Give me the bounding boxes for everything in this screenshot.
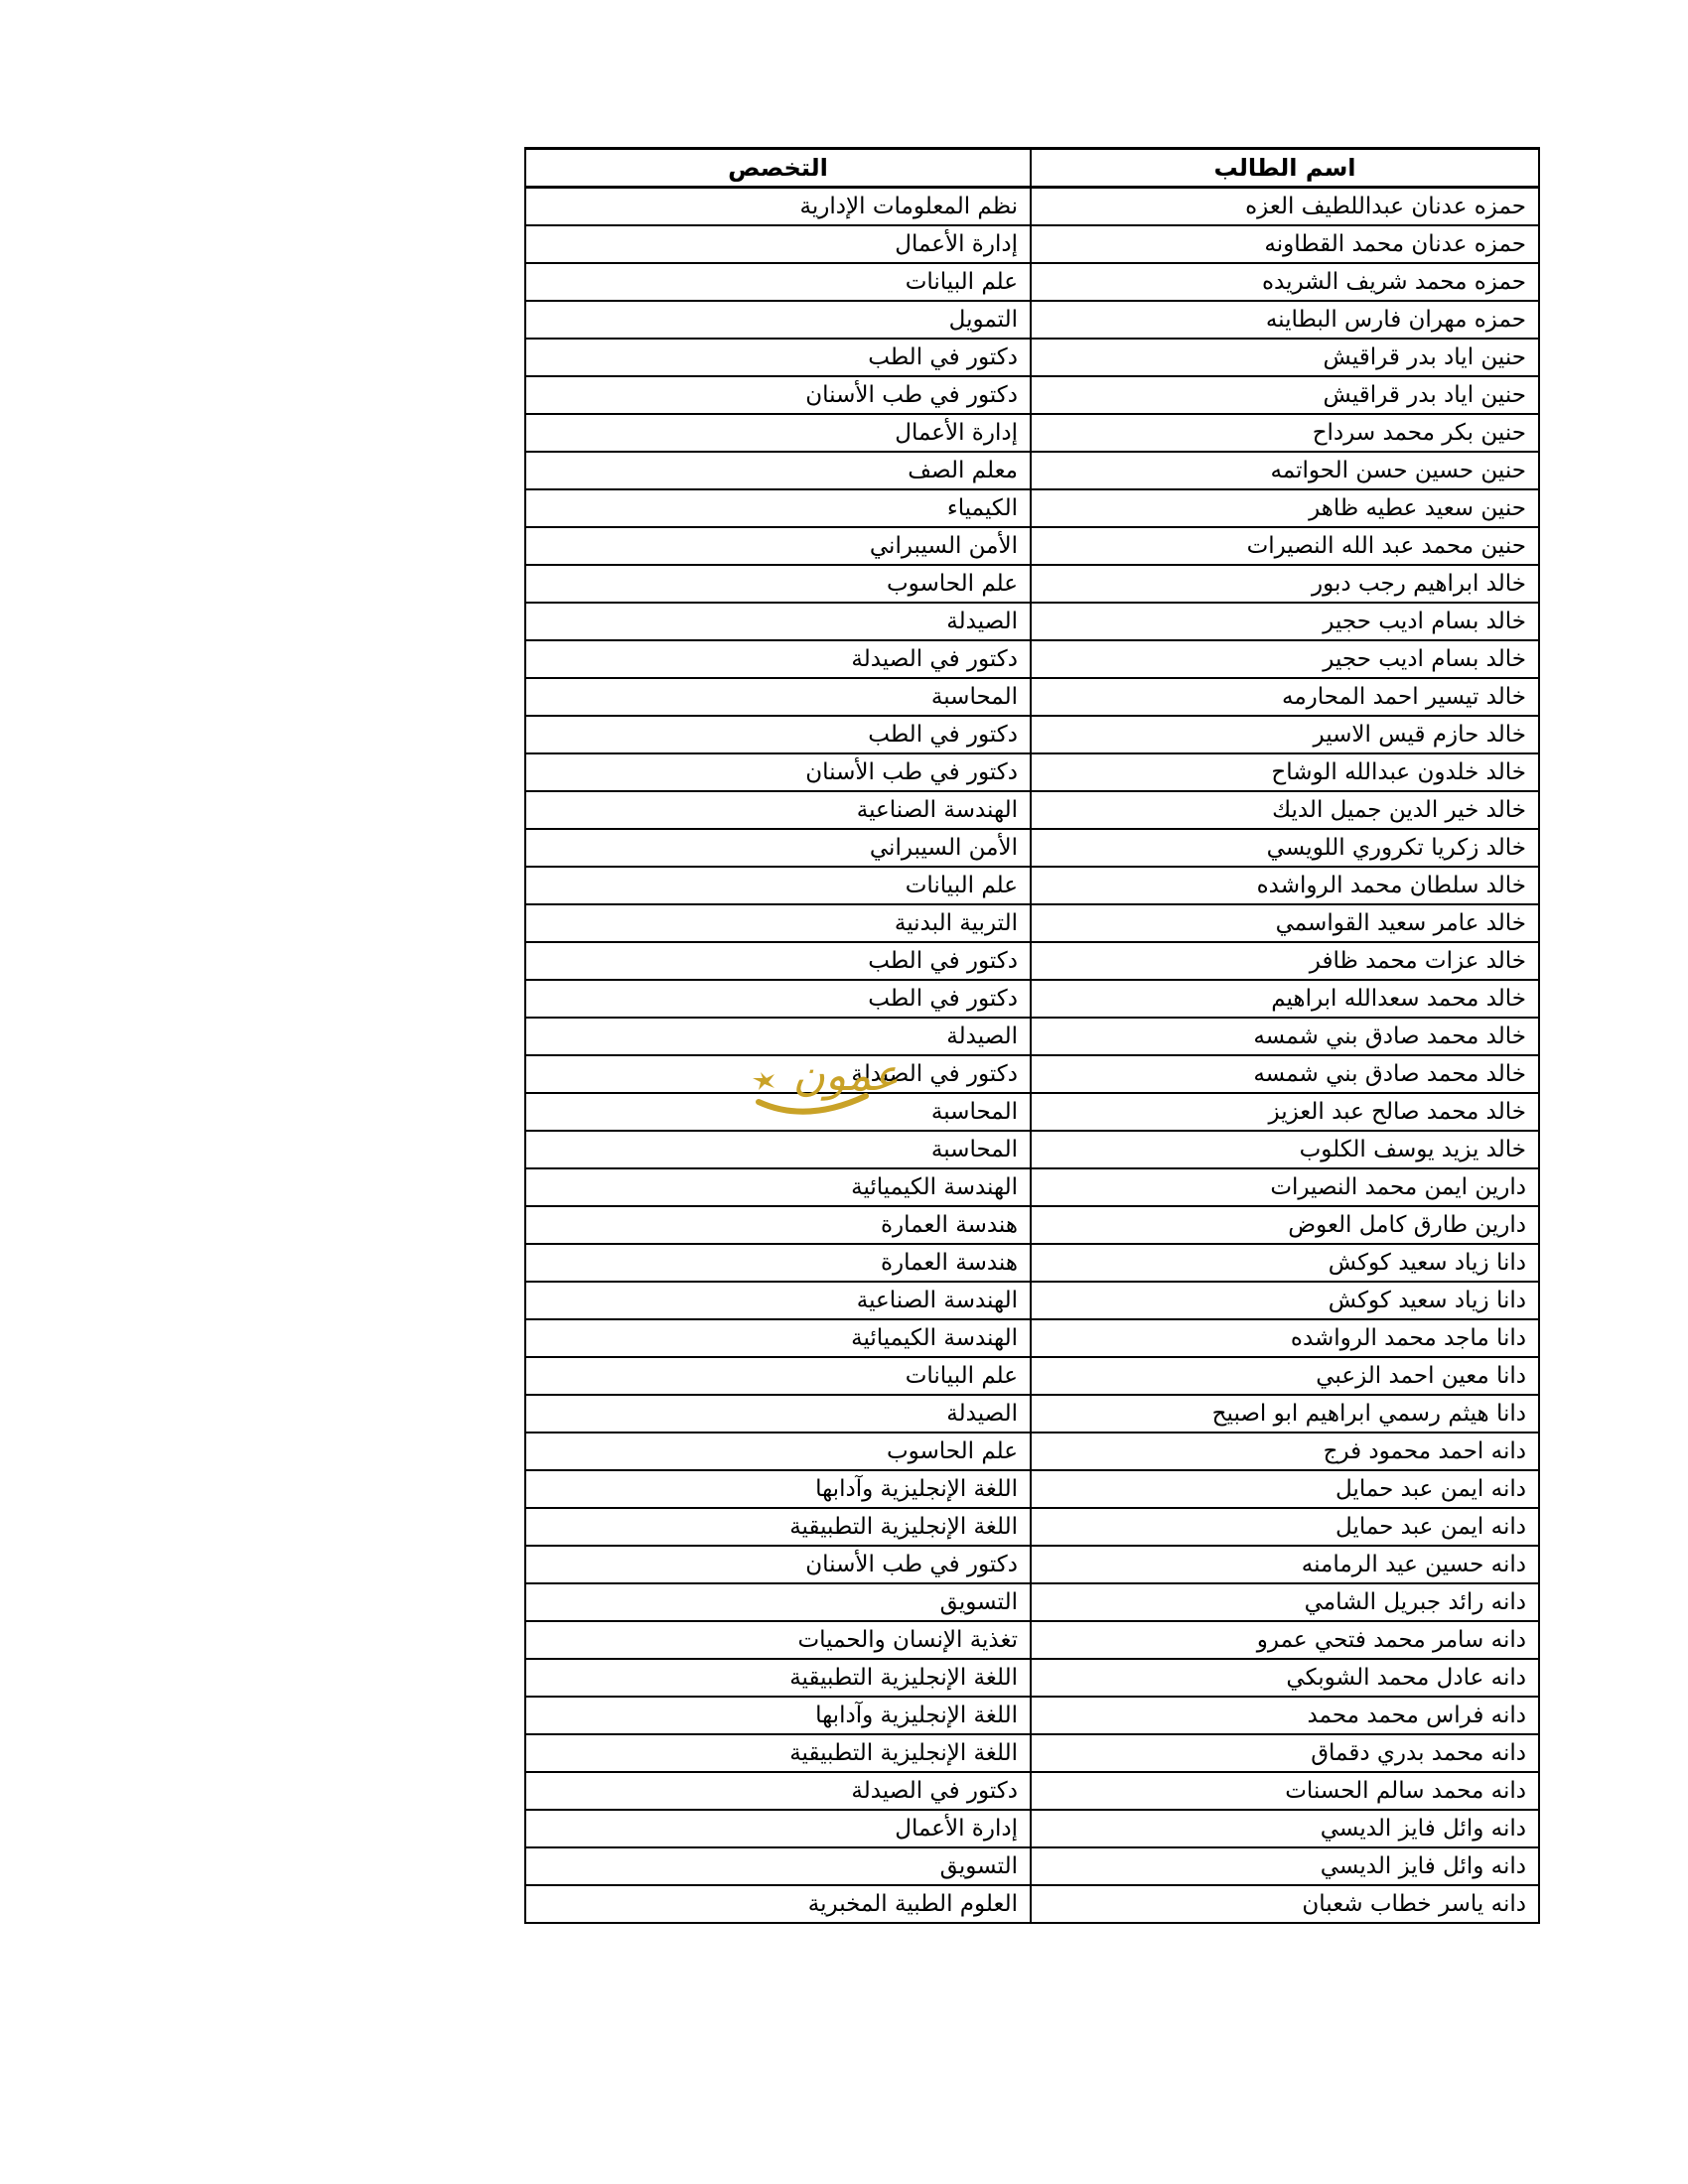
major-cell: الكيمياء: [525, 489, 1031, 527]
table-row: [525, 678, 1539, 716]
student-name-cell: دانه وائل فايز الديسي: [1031, 1847, 1539, 1885]
student-name-cell: دانه ياسر خطاب شعبان: [1031, 1885, 1539, 1923]
table-row: [525, 1546, 1539, 1583]
student-name-cell: دانا ماجد محمد الرواشده: [1031, 1319, 1539, 1357]
student-name-cell: خالد محمد صالح عبد العزيز: [1031, 1093, 1539, 1131]
student-name-cell: خالد بسام اديب حجير: [1031, 640, 1539, 678]
table-row: [525, 1659, 1539, 1697]
major-cell: اللغة الإنجليزية وآدابها: [525, 1697, 1031, 1734]
major-cell: الصيدلة: [525, 603, 1031, 640]
student-name-cell: دانه رائد جبريل الشامي: [1031, 1583, 1539, 1621]
table-row: [525, 1395, 1539, 1433]
student-name-cell: دانه محمد بدري دقماق: [1031, 1734, 1539, 1772]
student-name-cell: حنين اياد بدر قراقيش: [1031, 376, 1539, 414]
student-name-cell: دانه حسين عيد الرمامنه: [1031, 1546, 1539, 1583]
table-row: [525, 1621, 1539, 1659]
student-name-cell: خالد خلدون عبدالله الوشاح: [1031, 753, 1539, 791]
student-name-cell: حمزه عدنان محمد القطاونه: [1031, 225, 1539, 263]
student-name-cell: حنين سعيد عطيه ظاهر: [1031, 489, 1539, 527]
table-row: [525, 1055, 1539, 1093]
major-cell: الصيدلة: [525, 1018, 1031, 1055]
student-name-cell: حنين بكر محمد سرداح: [1031, 414, 1539, 452]
table-row: [525, 225, 1539, 263]
student-name-cell: دانه سامر محمد فتحي عمرو: [1031, 1621, 1539, 1659]
table-row: [525, 1093, 1539, 1131]
table-row: [525, 829, 1539, 867]
student-name-cell: خالد عزات محمد ظافر: [1031, 942, 1539, 980]
table-row: [525, 1772, 1539, 1810]
major-cell: الهندسة الكيميائية: [525, 1319, 1031, 1357]
student-name-cell: حنين محمد عبد الله النصيرات: [1031, 527, 1539, 565]
major-cell: نظم المعلومات الإدارية: [525, 188, 1031, 226]
student-name-cell: خالد عامر سعيد القواسمي: [1031, 904, 1539, 942]
student-name-cell: دانه ايمن عبد حمايل: [1031, 1508, 1539, 1546]
major-cell: إدارة الأعمال: [525, 225, 1031, 263]
table-row: [525, 1508, 1539, 1546]
table-row: [525, 1885, 1539, 1923]
table-row: [525, 452, 1539, 489]
student-name-cell: حنين اياد بدر قراقيش: [1031, 339, 1539, 376]
major-cell: دكتور في طب الأسنان: [525, 376, 1031, 414]
major-cell: دكتور في الطب: [525, 980, 1031, 1018]
major-cell: علم الحاسوب: [525, 1433, 1031, 1470]
student-name-cell: خالد يزيد يوسف الكلوب: [1031, 1131, 1539, 1168]
major-cell: هندسة العمارة: [525, 1206, 1031, 1244]
table-row: [525, 1470, 1539, 1508]
table-row: [525, 753, 1539, 791]
table-row: [525, 1847, 1539, 1885]
table-row: [525, 904, 1539, 942]
table-row: [525, 489, 1539, 527]
student-name-cell: دانا هيثم رسمي ابراهيم ابو اصبيح: [1031, 1395, 1539, 1433]
table-body: [525, 188, 1539, 1924]
major-cell: علم البيانات: [525, 263, 1031, 301]
major-cell: دكتور في الصيدلة: [525, 640, 1031, 678]
table-row: [525, 980, 1539, 1018]
major-cell: دكتور في طب الأسنان: [525, 1546, 1031, 1583]
table-row: [525, 339, 1539, 376]
table-row: [525, 1131, 1539, 1168]
major-cell: علم البيانات: [525, 867, 1031, 904]
major-cell: دكتور في الصيدلة: [525, 1055, 1031, 1093]
major-cell: اللغة الإنجليزية التطبيقية: [525, 1508, 1031, 1546]
student-name-cell: خالد ابراهيم رجب دبور: [1031, 565, 1539, 603]
table-row: [525, 942, 1539, 980]
major-cell: المحاسبة: [525, 1093, 1031, 1131]
major-cell: التمويل: [525, 301, 1031, 339]
student-name-cell: دانه وائل فايز الديسي: [1031, 1810, 1539, 1847]
major-cell: اللغة الإنجليزية وآدابها: [525, 1470, 1031, 1508]
table-row: [525, 1357, 1539, 1395]
student-name-cell: خالد تيسير احمد المحارمه: [1031, 678, 1539, 716]
student-name-cell: خالد محمد سعدالله ابراهيم: [1031, 980, 1539, 1018]
table-header-row: [525, 149, 1539, 188]
major-cell: الهندسة الكيميائية: [525, 1168, 1031, 1206]
major-cell: دكتور في الطب: [525, 942, 1031, 980]
major-cell: التسويق: [525, 1847, 1031, 1885]
student-name-cell: خالد خير الدين جميل الديك: [1031, 791, 1539, 829]
student-name-cell: دانه احمد محمود فرج: [1031, 1433, 1539, 1470]
header-major: التخصص: [525, 149, 1031, 188]
major-cell: هندسة العمارة: [525, 1244, 1031, 1282]
student-name-cell: دانا زياد سعيد كوكش: [1031, 1244, 1539, 1282]
table-row: [525, 414, 1539, 452]
student-name-cell: دانا زياد سعيد كوكش: [1031, 1282, 1539, 1319]
major-cell: الأمن السيبراني: [525, 527, 1031, 565]
student-name-cell: دانه محمد سالم الحسنات: [1031, 1772, 1539, 1810]
major-cell: إدارة الأعمال: [525, 414, 1031, 452]
table-row: [525, 1319, 1539, 1357]
student-name-cell: حمزه عدنان عبداللطيف العزه: [1031, 188, 1539, 226]
table-row: [525, 791, 1539, 829]
major-cell: دكتور في الصيدلة: [525, 1772, 1031, 1810]
student-name-cell: خالد زكريا تكروري اللويسي: [1031, 829, 1539, 867]
table-row: [525, 1583, 1539, 1621]
table-row: [525, 565, 1539, 603]
major-cell: الصيدلة: [525, 1395, 1031, 1433]
table-row: [525, 1697, 1539, 1734]
major-cell: معلم الصف: [525, 452, 1031, 489]
student-name-cell: خالد حازم قيس الاسير: [1031, 716, 1539, 753]
major-cell: علم الحاسوب: [525, 565, 1031, 603]
student-name-cell: خالد محمد صادق بني شمسه: [1031, 1018, 1539, 1055]
major-cell: الهندسة الصناعية: [525, 791, 1031, 829]
students-table: [524, 147, 1540, 1924]
table-row: [525, 1282, 1539, 1319]
student-name-cell: خالد محمد صادق بني شمسه: [1031, 1055, 1539, 1093]
major-cell: الأمن السيبراني: [525, 829, 1031, 867]
table-row: [525, 716, 1539, 753]
student-name-cell: دانه ايمن عبد حمايل: [1031, 1470, 1539, 1508]
student-name-cell: دانه عادل محمد الشوبكي: [1031, 1659, 1539, 1697]
major-cell: العلوم الطبية المخبرية: [525, 1885, 1031, 1923]
table-row: [525, 1810, 1539, 1847]
major-cell: تغذية الإنسان والحميات: [525, 1621, 1031, 1659]
student-name-cell: دانه فراس محمد محمد: [1031, 1697, 1539, 1734]
student-name-cell: دارين طارق كامل العوض: [1031, 1206, 1539, 1244]
table-row: [525, 1206, 1539, 1244]
student-name-cell: دارين ايمن محمد النصيرات: [1031, 1168, 1539, 1206]
table-row: [525, 1734, 1539, 1772]
table-row: [525, 301, 1539, 339]
major-cell: دكتور في طب الأسنان: [525, 753, 1031, 791]
major-cell: إدارة الأعمال: [525, 1810, 1031, 1847]
table-row: [525, 376, 1539, 414]
table-row: [525, 1168, 1539, 1206]
student-name-cell: دانا معين احمد الزعبي: [1031, 1357, 1539, 1395]
header-student-name: اسم الطالب: [1031, 149, 1539, 188]
table-row: [525, 867, 1539, 904]
table-row: [525, 1433, 1539, 1470]
table-row: [525, 263, 1539, 301]
table-row: [525, 188, 1539, 226]
major-cell: المحاسبة: [525, 1131, 1031, 1168]
logo-wordmark: عمون: [792, 1050, 900, 1101]
student-name-cell: خالد بسام اديب حجير: [1031, 603, 1539, 640]
table-row: [525, 527, 1539, 565]
major-cell: الهندسة الصناعية: [525, 1282, 1031, 1319]
table-row: [525, 640, 1539, 678]
table-row: [525, 1244, 1539, 1282]
major-cell: اللغة الإنجليزية التطبيقية: [525, 1659, 1031, 1697]
table-row: [525, 603, 1539, 640]
major-cell: دكتور في الطب: [525, 716, 1031, 753]
major-cell: التسويق: [525, 1583, 1031, 1621]
major-cell: المحاسبة: [525, 678, 1031, 716]
student-name-cell: خالد سلطان محمد الرواشده: [1031, 867, 1539, 904]
major-cell: دكتور في الطب: [525, 339, 1031, 376]
student-name-cell: حمزه محمد شريف الشريده: [1031, 263, 1539, 301]
major-cell: اللغة الإنجليزية التطبيقية: [525, 1734, 1031, 1772]
major-cell: التربية البدنية: [525, 904, 1031, 942]
table-row: [525, 1018, 1539, 1055]
student-name-cell: حمزه مهران فارس البطاينه: [1031, 301, 1539, 339]
student-name-cell: حنين حسين حسن الحواتمه: [1031, 452, 1539, 489]
major-cell: علم البيانات: [525, 1357, 1031, 1395]
